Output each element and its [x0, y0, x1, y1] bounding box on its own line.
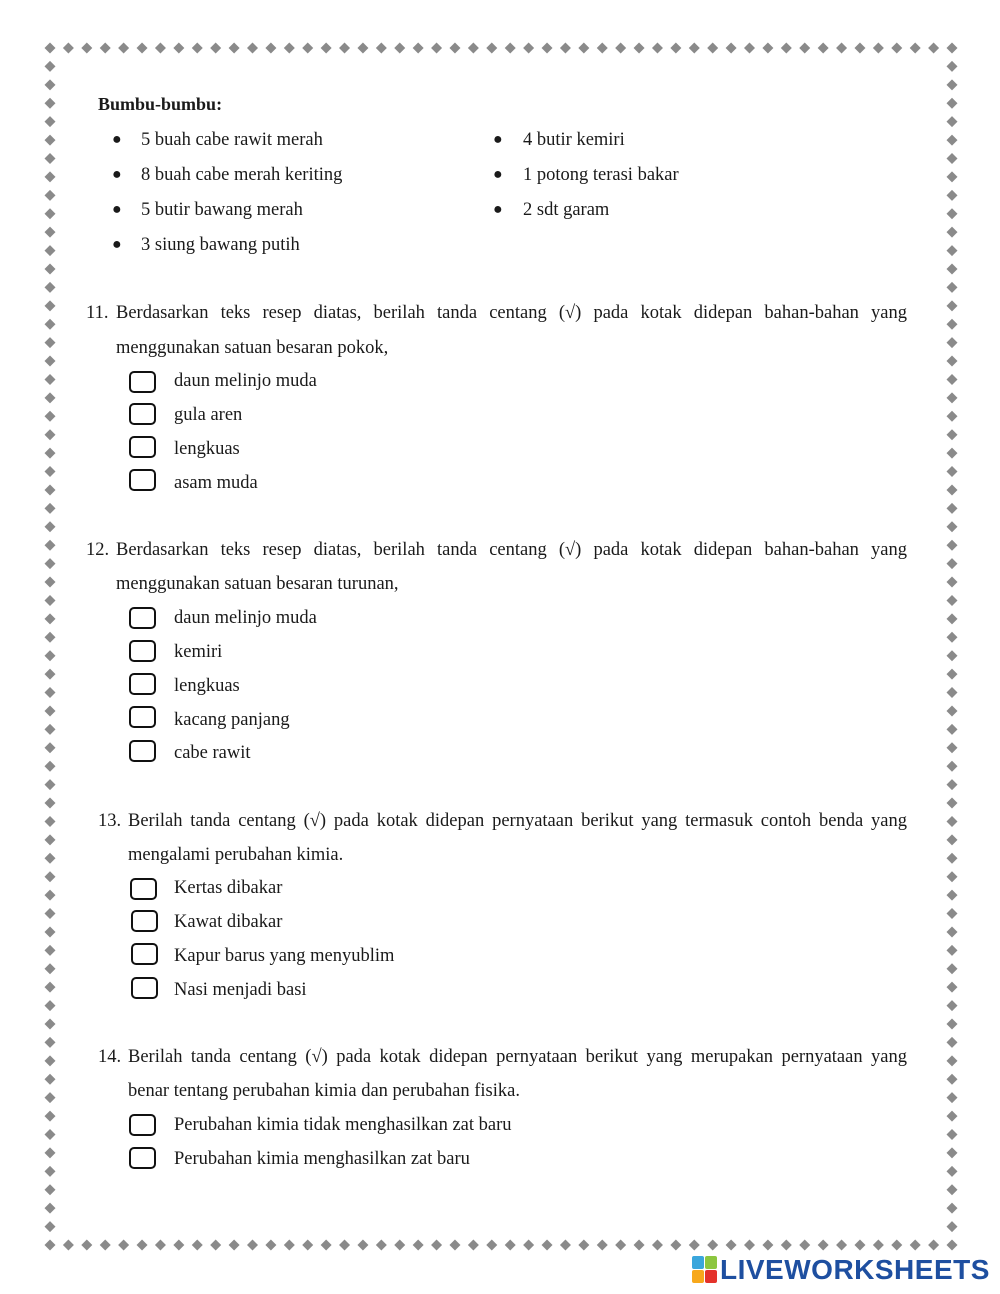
liveworksheets-logo-icon	[692, 1256, 718, 1284]
liveworksheets-logo[interactable]	[692, 1254, 990, 1286]
option-checkbox[interactable]	[129, 673, 156, 695]
question-number: 12.	[86, 540, 110, 560]
question-text: Berdasarkan teks resep diatas, berilah tanda centang (√) pada kotak didepan bahan-bahan yang	[116, 540, 907, 560]
bullet-icon: ●	[493, 201, 503, 218]
bullet-icon: ●	[112, 166, 122, 183]
question-text: Berilah tanda centang (√) pada kotak didepan pernyataan berikut yang merupakan pernyataan yang	[128, 1047, 907, 1067]
option-label: Perubahan kimia tidak menghasilkan zat baru	[174, 1115, 512, 1135]
option-label: lengkuas	[174, 676, 240, 696]
option-checkbox[interactable]	[129, 607, 156, 629]
option-label: gula aren	[174, 405, 243, 425]
question-number: 14.	[98, 1047, 122, 1067]
option-checkbox[interactable]	[129, 469, 156, 491]
bullet-icon: ●	[112, 201, 122, 218]
list-item: 5 butir bawang merah	[141, 200, 303, 220]
option-checkbox[interactable]	[129, 1147, 156, 1169]
option-checkbox[interactable]	[129, 706, 156, 728]
option-checkbox[interactable]	[129, 740, 156, 762]
brand-name: LIVEWORKSHEETS	[720, 1254, 990, 1285]
question-number: 13.	[98, 811, 122, 831]
option-checkbox[interactable]	[129, 640, 156, 662]
option-label: daun melinjo muda	[174, 608, 317, 628]
list-item: 2 sdt garam	[523, 200, 610, 220]
list-item: 1 potong terasi bakar	[523, 165, 679, 185]
list-item: 5 buah cabe rawit merah	[141, 130, 323, 150]
question-text: Berdasarkan teks resep diatas, berilah tanda centang (√) pada kotak didepan bahan-bahan yang	[116, 303, 907, 323]
option-checkbox[interactable]	[129, 436, 156, 458]
option-label: kacang panjang	[174, 710, 290, 730]
option-label: daun melinjo muda	[174, 371, 317, 391]
option-label: Kapur barus yang menyublim	[174, 946, 395, 966]
bullet-icon: ●	[493, 131, 503, 148]
list-item: 8 buah cabe merah keriting	[141, 165, 343, 185]
option-label: Kertas dibakar	[174, 878, 283, 898]
option-checkbox[interactable]	[129, 371, 156, 393]
option-checkbox[interactable]	[129, 1114, 156, 1136]
option-label: cabe rawit	[174, 743, 251, 763]
list-item: 4 butir kemiri	[523, 130, 625, 150]
question-text-cont: mengalami perubahan kimia.	[128, 845, 344, 865]
option-checkbox[interactable]	[130, 878, 157, 900]
option-checkbox[interactable]	[131, 910, 158, 932]
option-checkbox[interactable]	[131, 977, 158, 999]
bullet-icon: ●	[112, 236, 122, 253]
bullet-icon: ●	[112, 131, 122, 148]
option-label: Kawat dibakar	[174, 912, 283, 932]
option-label: kemiri	[174, 642, 223, 662]
question-text-cont: benar tentang perubahan kimia dan perubahan fisika.	[128, 1081, 520, 1101]
question-text-cont: menggunakan satuan besaran turunan,	[116, 574, 399, 594]
question-number: 11.	[86, 303, 109, 323]
option-checkbox[interactable]	[131, 943, 158, 965]
list-item: 3 siung bawang putih	[141, 235, 300, 255]
bullet-icon: ●	[493, 166, 503, 183]
option-checkbox[interactable]	[129, 403, 156, 425]
option-label: lengkuas	[174, 439, 240, 459]
question-text-cont: menggunakan satuan besaran pokok,	[116, 338, 389, 358]
option-label: asam muda	[174, 473, 258, 493]
option-label: Perubahan kimia menghasilkan zat baru	[174, 1149, 470, 1169]
option-label: Nasi menjadi basi	[174, 980, 307, 1000]
ingredients-heading: Bumbu-bumbu:	[98, 94, 223, 114]
question-text: Berilah tanda centang (√) pada kotak didepan pernyataan berikut yang termasuk contoh benda yang	[128, 811, 907, 831]
